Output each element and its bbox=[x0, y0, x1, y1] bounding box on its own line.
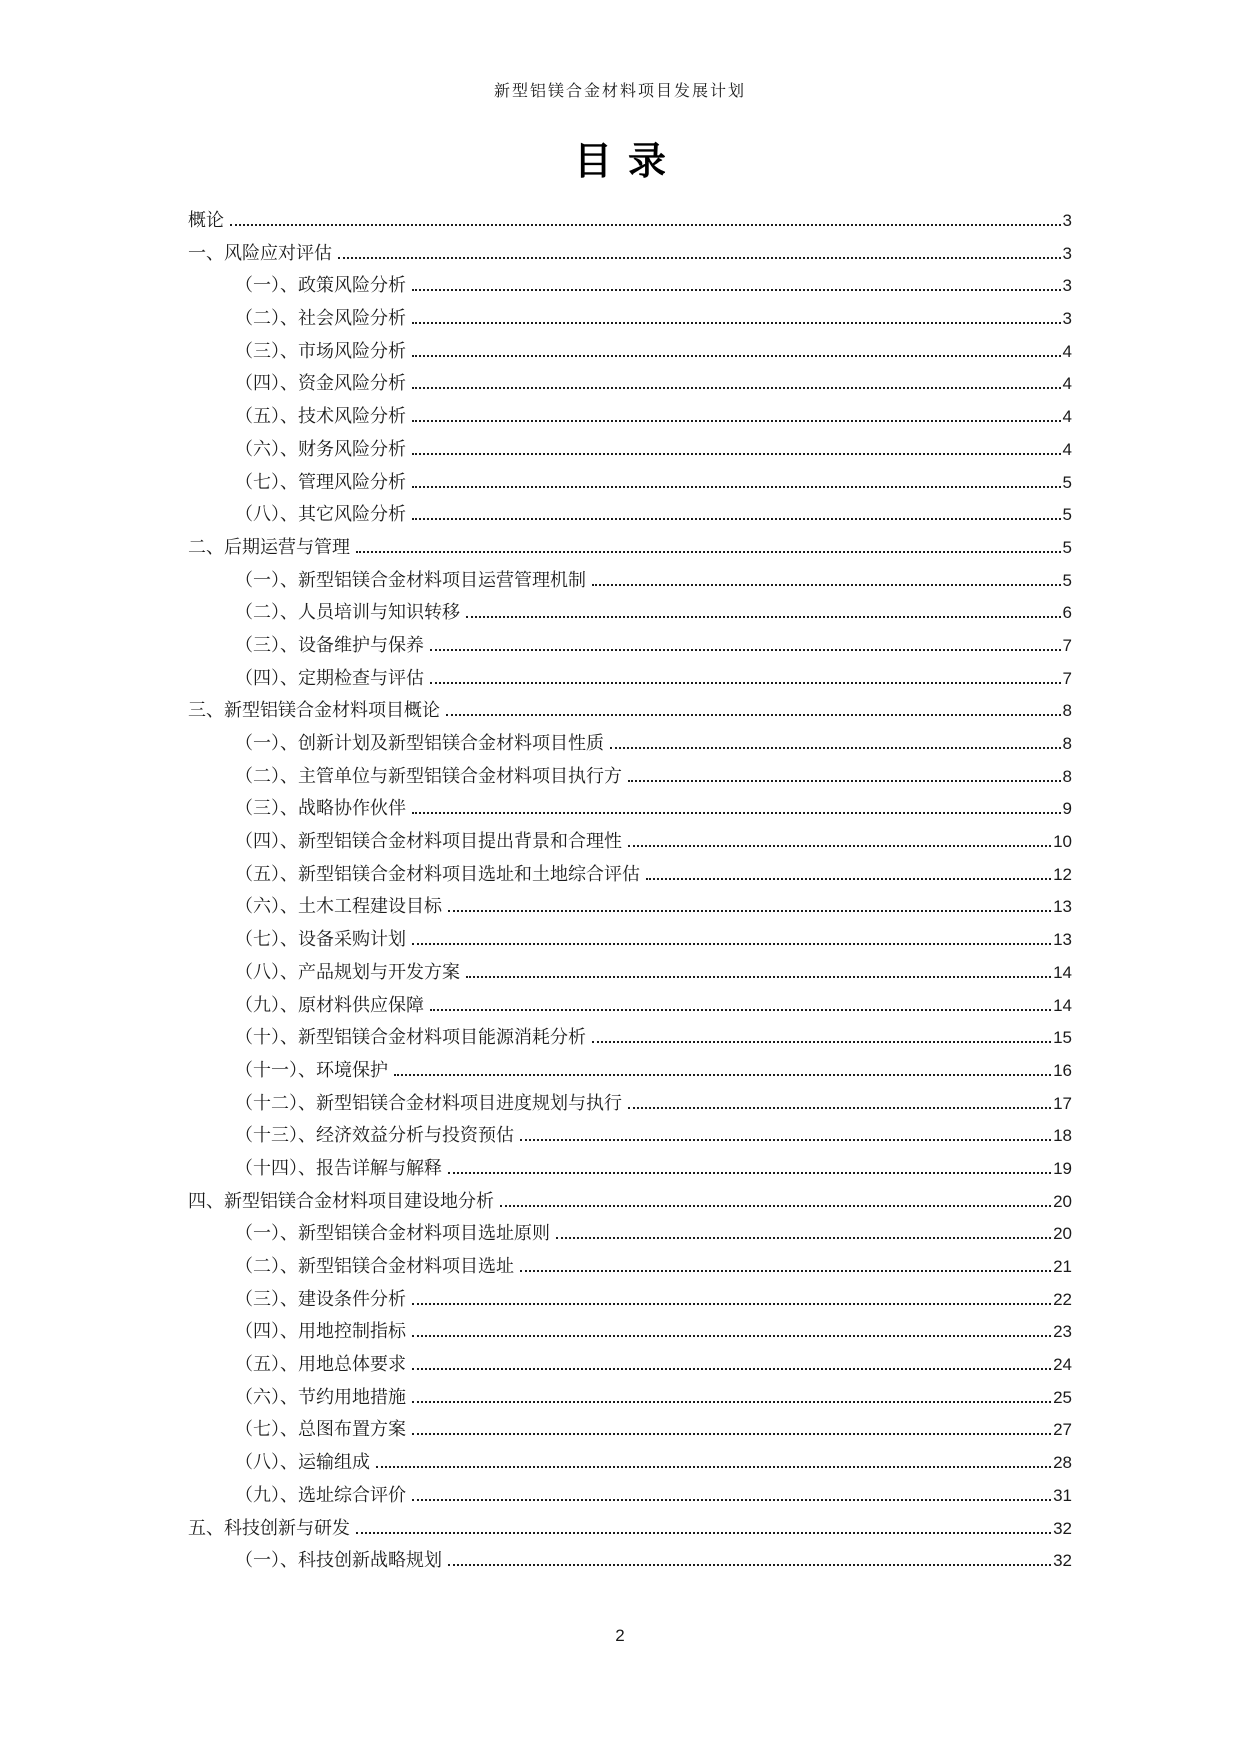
toc-entry[interactable] bbox=[188, 860, 1072, 893]
toc-entry[interactable] bbox=[188, 1350, 1072, 1383]
toc-entry[interactable] bbox=[188, 566, 1072, 599]
toc-entry-page: 23 bbox=[1053, 1322, 1072, 1342]
dot-leader bbox=[430, 1004, 1051, 1011]
toc-entry-page: 8 bbox=[1062, 766, 1072, 786]
toc-entry-label: （四）、用地控制指标 bbox=[235, 1321, 406, 1342]
toc-entry-label: （七）、设备采购计划 bbox=[235, 929, 406, 950]
toc-entry-label: （一）、创新计划及新型铝镁合金材料项目性质 bbox=[235, 733, 604, 753]
dot-leader bbox=[394, 1069, 1051, 1076]
dot-leader bbox=[592, 1036, 1051, 1043]
toc-entry-label: （十一）、环境保护 bbox=[235, 1059, 388, 1080]
dot-leader bbox=[448, 1167, 1051, 1174]
toc-entry-page: 3 bbox=[1062, 243, 1072, 263]
dot-leader bbox=[592, 579, 1061, 586]
toc-entry[interactable] bbox=[188, 1089, 1072, 1122]
toc-entry-label: （八）、运输组成 bbox=[235, 1452, 370, 1473]
toc-entry[interactable] bbox=[188, 1383, 1072, 1416]
toc-entry[interactable] bbox=[188, 239, 1072, 272]
toc-entry-page: 5 bbox=[1062, 505, 1072, 525]
toc-entry-label: （九）、原材料供应保障 bbox=[235, 994, 424, 1015]
dot-leader bbox=[448, 1559, 1051, 1566]
dot-leader bbox=[628, 775, 1061, 782]
dot-leader bbox=[628, 840, 1051, 847]
toc-entry[interactable] bbox=[188, 1121, 1072, 1154]
dot-leader bbox=[412, 513, 1061, 520]
toc-entry[interactable] bbox=[188, 402, 1072, 435]
toc-entry-label: 三、新型铝镁合金材料项目概论 bbox=[188, 700, 440, 721]
toc-entry-label: 四、新型铝镁合金材料项目建设地分析 bbox=[188, 1190, 494, 1211]
toc-entry-page: 4 bbox=[1062, 439, 1072, 459]
dot-leader bbox=[412, 1298, 1051, 1305]
toc-entry[interactable] bbox=[188, 500, 1072, 533]
dot-leader bbox=[446, 709, 1061, 716]
toc-entry-page: 5 bbox=[1062, 537, 1072, 557]
page-header bbox=[0, 78, 1240, 101]
toc-entry-label: （三）、建设条件分析 bbox=[235, 1288, 406, 1309]
toc-entry-label: （十二）、新型铝镁合金材料项目进度规划与执行 bbox=[235, 1092, 622, 1113]
dot-leader bbox=[412, 1363, 1051, 1370]
toc-entry[interactable] bbox=[188, 794, 1072, 827]
toc-entry-page: 7 bbox=[1062, 635, 1072, 655]
dot-leader bbox=[412, 317, 1061, 324]
toc-entry[interactable] bbox=[188, 598, 1072, 631]
toc-entry-page: 14 bbox=[1053, 962, 1072, 982]
dot-leader bbox=[412, 448, 1061, 455]
toc-entry-page: 18 bbox=[1053, 1126, 1072, 1146]
toc-entry[interactable] bbox=[188, 1056, 1072, 1089]
toc-entry[interactable] bbox=[188, 958, 1072, 991]
dot-leader bbox=[466, 971, 1051, 978]
toc-entry-page: 27 bbox=[1053, 1420, 1072, 1440]
toc-entry-label: （十四）、报告详解与解释 bbox=[235, 1157, 442, 1178]
toc-entry-page: 16 bbox=[1053, 1060, 1072, 1080]
toc-entry[interactable] bbox=[188, 729, 1072, 762]
dot-leader bbox=[412, 807, 1061, 814]
toc-entry-label: （四）、资金风险分析 bbox=[235, 373, 406, 394]
toc-entry-page: 4 bbox=[1062, 407, 1072, 427]
toc-entry[interactable] bbox=[188, 1285, 1072, 1318]
toc-entry[interactable] bbox=[188, 1317, 1072, 1350]
toc-entry-page: 3 bbox=[1062, 309, 1072, 329]
toc-entry-page: 28 bbox=[1053, 1453, 1072, 1473]
toc-entry-label: （七）、总图布置方案 bbox=[235, 1419, 406, 1440]
toc-entry-label: （二）、人员培训与知识转移 bbox=[235, 602, 460, 623]
toc-entry-label: （六）、节约用地措施 bbox=[235, 1386, 406, 1407]
toc-entry-label: （六）、财务风险分析 bbox=[235, 438, 406, 459]
dot-leader bbox=[412, 350, 1061, 357]
toc-entry-page: 32 bbox=[1053, 1518, 1072, 1538]
toc-entry-page: 20 bbox=[1053, 1191, 1072, 1211]
toc-entry-label: （一）、政策风险分析 bbox=[235, 275, 406, 296]
dot-leader bbox=[376, 1461, 1051, 1468]
toc-entry-page: 17 bbox=[1053, 1093, 1072, 1113]
toc-entry[interactable] bbox=[188, 991, 1072, 1024]
toc-entry-page: 21 bbox=[1053, 1257, 1072, 1276]
toc-entry-page: 4 bbox=[1062, 341, 1072, 361]
toc-entry[interactable] bbox=[188, 1546, 1072, 1579]
toc-entry-label: （一）、新型铝镁合金材料项目运营管理机制 bbox=[235, 569, 586, 590]
toc-entry[interactable] bbox=[188, 533, 1072, 566]
dot-leader bbox=[412, 415, 1061, 422]
toc-entry-page: 15 bbox=[1053, 1028, 1072, 1048]
dot-leader bbox=[230, 219, 1061, 226]
dot-leader bbox=[412, 1330, 1051, 1337]
dot-leader bbox=[430, 677, 1061, 684]
toc-entry[interactable] bbox=[188, 1154, 1072, 1187]
toc-entry-page: 4 bbox=[1062, 374, 1072, 394]
dot-leader bbox=[430, 644, 1061, 651]
toc-entry-label: （四）、新型铝镁合金材料项目提出背景和合理性 bbox=[235, 831, 622, 852]
dot-leader bbox=[356, 1527, 1051, 1534]
toc-entry[interactable] bbox=[188, 827, 1072, 860]
dot-leader bbox=[412, 1494, 1051, 1501]
toc-entry-label: （一）、新型铝镁合金材料项目选址原则 bbox=[235, 1223, 550, 1244]
toc-entry-page: 25 bbox=[1053, 1387, 1072, 1407]
dot-leader bbox=[500, 1200, 1051, 1207]
toc-entry-page: 8 bbox=[1062, 701, 1072, 721]
toc-entry-label: 五、科技创新与研发 bbox=[188, 1517, 350, 1538]
toc-entry-label: （三）、设备维护与保养 bbox=[235, 634, 424, 655]
toc-entry-page: 7 bbox=[1062, 668, 1072, 688]
toc-entry-label: （四）、定期检查与评估 bbox=[235, 667, 424, 688]
toc-entry-page: 5 bbox=[1062, 472, 1072, 492]
toc-entry-label: （八）、产品规划与开发方案 bbox=[235, 961, 460, 982]
toc-entry-page: 5 bbox=[1062, 570, 1072, 590]
toc-entry-page: 6 bbox=[1062, 603, 1072, 623]
toc-entry-page: 3 bbox=[1062, 276, 1072, 296]
toc-entry-page: 3 bbox=[1062, 211, 1072, 230]
toc-entry-label: 概论 bbox=[188, 210, 224, 230]
toc-entry-label: （二）、主管单位与新型铝镁合金材料项目执行方 bbox=[235, 765, 622, 786]
dot-leader bbox=[520, 1134, 1051, 1141]
toc-entry[interactable] bbox=[188, 664, 1072, 697]
toc-entry[interactable] bbox=[188, 1514, 1072, 1547]
dot-leader bbox=[412, 481, 1061, 488]
dot-leader bbox=[412, 382, 1061, 389]
toc-entry-page: 31 bbox=[1053, 1485, 1072, 1505]
toc-entry-label: （五）、用地总体要求 bbox=[235, 1354, 406, 1375]
toc-entry-label: （五）、新型铝镁合金材料项目选址和土地综合评估 bbox=[235, 863, 640, 884]
page-footer bbox=[0, 1626, 1240, 1646]
toc-entry[interactable] bbox=[188, 925, 1072, 958]
dot-leader bbox=[412, 938, 1051, 945]
toc-entry-label: （三）、战略协作伙伴 bbox=[235, 798, 406, 819]
toc-entry-page: 24 bbox=[1053, 1355, 1072, 1375]
toc-entry[interactable] bbox=[188, 696, 1072, 729]
dot-leader bbox=[556, 1232, 1051, 1239]
toc-entry[interactable] bbox=[188, 369, 1072, 402]
toc-entry-page: 8 bbox=[1062, 734, 1072, 753]
toc-entry[interactable] bbox=[188, 1448, 1072, 1481]
toc-entry[interactable] bbox=[188, 1023, 1072, 1056]
dot-leader bbox=[646, 873, 1051, 880]
toc-entry-label: （七）、管理风险分析 bbox=[235, 471, 406, 492]
toc-entry[interactable] bbox=[188, 1481, 1072, 1514]
toc-entry-label: （二）、社会风险分析 bbox=[235, 308, 406, 329]
toc-entry-page: 32 bbox=[1053, 1551, 1072, 1571]
toc-entry[interactable] bbox=[188, 1187, 1072, 1220]
toc-entry-label: （八）、其它风险分析 bbox=[235, 504, 406, 525]
toc-entry-label: （一）、科技创新战略规划 bbox=[235, 1550, 442, 1571]
document-title: 新型铝镁合金材料项目发展计划 bbox=[493, 83, 746, 100]
toc-entry-page: 20 bbox=[1053, 1224, 1072, 1244]
toc-entry[interactable] bbox=[188, 304, 1072, 337]
toc-entry-label: （五）、技术风险分析 bbox=[235, 406, 406, 427]
toc-entry-label: （二）、新型铝镁合金材料项目选址 bbox=[235, 1256, 514, 1276]
dot-leader bbox=[628, 1102, 1051, 1109]
toc-entry[interactable] bbox=[188, 271, 1072, 304]
toc-entry-page: 13 bbox=[1053, 930, 1072, 950]
toc-entry-label: 二、后期运营与管理 bbox=[188, 536, 350, 557]
toc-entry-label: 一、风险应对评估 bbox=[188, 242, 332, 263]
toc-entry-page: 12 bbox=[1053, 864, 1072, 884]
toc-entry[interactable] bbox=[188, 892, 1072, 925]
dot-leader bbox=[412, 1428, 1051, 1435]
dot-leader bbox=[610, 742, 1061, 749]
dot-leader bbox=[412, 1396, 1051, 1403]
dot-leader bbox=[412, 284, 1061, 291]
toc-entry-page: 14 bbox=[1053, 995, 1072, 1015]
dot-leader bbox=[338, 252, 1061, 259]
toc-entry-label: （十）、新型铝镁合金材料项目能源消耗分析 bbox=[235, 1027, 586, 1048]
toc-title: 目录 bbox=[573, 141, 682, 183]
toc-entry-label: （十三）、经济效益分析与投资预估 bbox=[235, 1125, 514, 1146]
toc-entry-page: 22 bbox=[1053, 1289, 1072, 1309]
dot-leader bbox=[356, 546, 1061, 553]
toc-list bbox=[188, 206, 1072, 1579]
toc-entry[interactable] bbox=[188, 1219, 1072, 1252]
toc-entry[interactable] bbox=[188, 337, 1072, 370]
toc-entry-label: （三）、市场风险分析 bbox=[235, 340, 406, 361]
toc-entry-page: 19 bbox=[1053, 1158, 1072, 1178]
dot-leader bbox=[448, 905, 1051, 912]
toc-entry-page: 10 bbox=[1053, 832, 1072, 852]
toc-entry-page: 9 bbox=[1062, 799, 1072, 819]
toc-entry-label: （六）、土木工程建设目标 bbox=[235, 896, 442, 917]
toc-entry[interactable] bbox=[188, 435, 1072, 468]
dot-leader bbox=[520, 1265, 1051, 1272]
dot-leader bbox=[466, 611, 1061, 618]
toc-entry-label: （九）、选址综合评价 bbox=[235, 1484, 406, 1505]
toc-entry[interactable] bbox=[188, 206, 1072, 239]
toc-entry-page: 13 bbox=[1053, 897, 1072, 917]
toc-entry[interactable] bbox=[188, 1252, 1072, 1285]
toc-entry[interactable] bbox=[188, 631, 1072, 664]
footer-page-number: 2 bbox=[615, 1626, 625, 1645]
toc-entry[interactable] bbox=[188, 762, 1072, 795]
toc-entry[interactable] bbox=[188, 468, 1072, 501]
toc-entry[interactable] bbox=[188, 1415, 1072, 1448]
